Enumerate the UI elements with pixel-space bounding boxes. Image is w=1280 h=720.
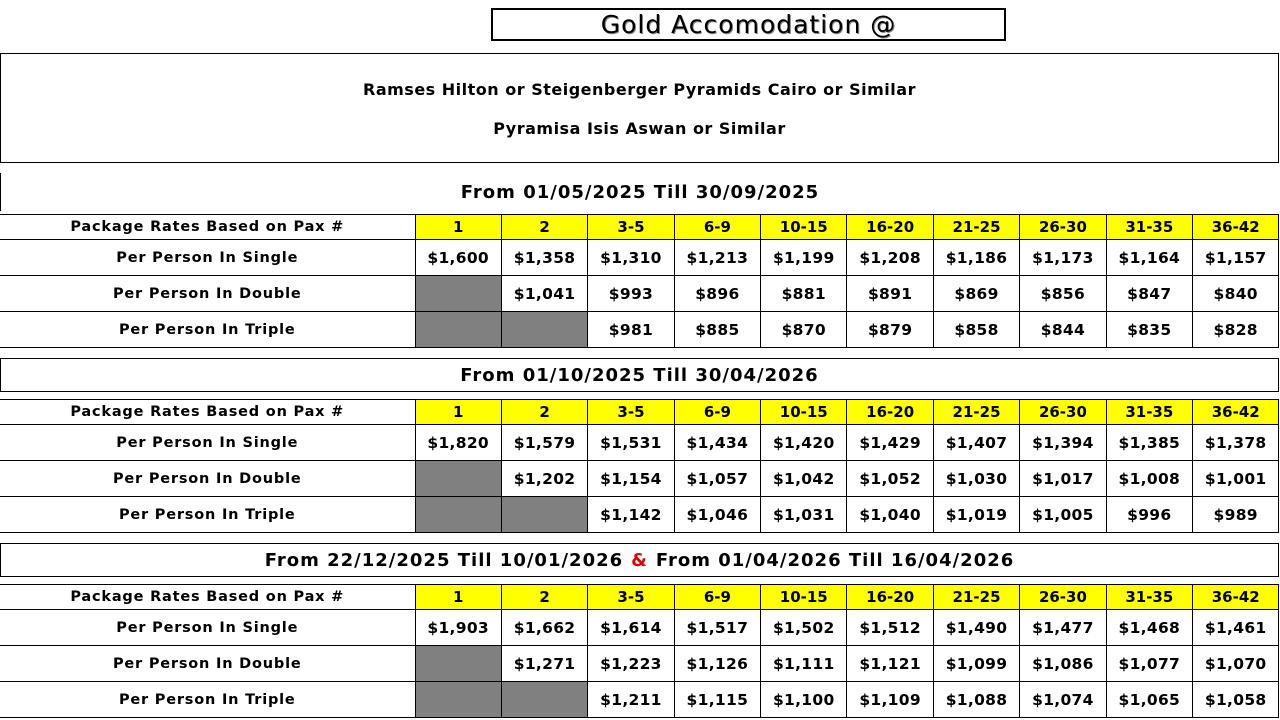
pax-column-header: 21-25 [933, 400, 1019, 425]
rate-table [0, 214, 1279, 348]
unavailable-cell [415, 682, 501, 718]
price-cell: $1,461 [1193, 610, 1279, 646]
unavailable-cell [501, 312, 587, 348]
price-cell: $858 [933, 312, 1019, 348]
price-cell: $856 [1020, 276, 1106, 312]
header-label: Package Rates Based on Pax # [0, 215, 415, 240]
price-cell: $1,164 [1106, 240, 1192, 276]
row-label: Per Person In Double [0, 276, 415, 312]
period-range: From 01/05/2025 Till 30/09/2025 [460, 181, 820, 203]
pax-column-header: 2 [501, 585, 587, 610]
pax-column-header: 26-30 [1020, 585, 1106, 610]
header-label: Package Rates Based on Pax # [0, 585, 415, 610]
price-cell: $1,019 [933, 497, 1019, 533]
header-label: Package Rates Based on Pax # [0, 400, 415, 425]
pax-column-header: 10-15 [761, 400, 847, 425]
price-cell: $1,310 [588, 240, 674, 276]
price-cell: $981 [588, 312, 674, 348]
pax-column-header: 36-42 [1193, 400, 1279, 425]
price-cell: $1,531 [588, 425, 674, 461]
rate-row [0, 312, 1279, 348]
price-cell: $1,109 [847, 682, 933, 718]
rate-row [0, 240, 1279, 276]
unavailable-cell [415, 461, 501, 497]
period-heading [0, 173, 1279, 211]
price-cell: $1,213 [674, 240, 760, 276]
price-cell: $1,600 [415, 240, 501, 276]
price-cell: $1,070 [1193, 646, 1279, 682]
price-cell: $996 [1106, 497, 1192, 533]
rate-table [0, 584, 1279, 718]
pax-column-header: 16-20 [847, 215, 933, 240]
price-cell: $1,040 [847, 497, 933, 533]
hotel-info-box [0, 53, 1279, 163]
period-heading [0, 358, 1279, 392]
price-cell: $844 [1020, 312, 1106, 348]
price-cell: $1,046 [674, 497, 760, 533]
pax-column-header: 3-5 [588, 585, 674, 610]
price-cell: $1,429 [847, 425, 933, 461]
price-cell: $1,001 [1193, 461, 1279, 497]
price-cell: $870 [761, 312, 847, 348]
pax-column-header: 6-9 [674, 215, 760, 240]
price-cell: $828 [1193, 312, 1279, 348]
pax-column-header: 16-20 [847, 400, 933, 425]
period-range: From 01/10/2025 Till 30/04/2026 [460, 364, 819, 386]
pax-column-header: 1 [415, 400, 501, 425]
price-cell: $1,614 [588, 610, 674, 646]
rate-row [0, 682, 1279, 718]
header-row [0, 215, 1279, 240]
price-cell: $1,052 [847, 461, 933, 497]
price-cell: $1,086 [1020, 646, 1106, 682]
period-range: From 22/12/2025 Till 10/01/2026 [264, 549, 624, 571]
price-cell: $1,358 [501, 240, 587, 276]
price-cell: $1,512 [847, 610, 933, 646]
price-cell: $993 [588, 276, 674, 312]
price-cell: $1,208 [847, 240, 933, 276]
pax-column-header: 6-9 [674, 400, 760, 425]
price-cell: $1,903 [415, 610, 501, 646]
price-cell: $1,100 [761, 682, 847, 718]
price-cell: $1,057 [674, 461, 760, 497]
rate-row [0, 461, 1279, 497]
page-title: Gold Accomodation @ [491, 8, 1006, 41]
price-cell: $840 [1193, 276, 1279, 312]
price-cell: $1,115 [674, 682, 760, 718]
price-cell: $989 [1193, 497, 1279, 533]
rate-row [0, 276, 1279, 312]
price-cell: $1,211 [588, 682, 674, 718]
price-cell: $1,041 [501, 276, 587, 312]
price-cell: $1,042 [761, 461, 847, 497]
row-label: Per Person In Single [0, 425, 415, 461]
price-cell: $1,502 [761, 610, 847, 646]
price-cell: $891 [847, 276, 933, 312]
pax-column-header: 2 [501, 215, 587, 240]
row-label: Per Person In Triple [0, 312, 415, 348]
pax-column-header: 3-5 [588, 400, 674, 425]
period-heading [0, 543, 1279, 577]
pax-column-header: 21-25 [933, 585, 1019, 610]
price-cell: $1,099 [933, 646, 1019, 682]
price-cell: $1,173 [1020, 240, 1106, 276]
price-cell: $1,517 [674, 610, 760, 646]
header-row [0, 585, 1279, 610]
price-cell: $1,490 [933, 610, 1019, 646]
price-cell: $1,385 [1106, 425, 1192, 461]
hotel-line-cairo: Ramses Hilton or Steigenberger Pyramids Cairo or Similar [363, 80, 916, 99]
row-label: Per Person In Single [0, 240, 415, 276]
rate-row [0, 497, 1279, 533]
price-cell: $1,074 [1020, 682, 1106, 718]
price-cell: $1,030 [933, 461, 1019, 497]
unavailable-cell [415, 646, 501, 682]
row-label: Per Person In Double [0, 461, 415, 497]
row-label: Per Person In Triple [0, 682, 415, 718]
price-cell: $1,477 [1020, 610, 1106, 646]
price-cell: $1,077 [1106, 646, 1192, 682]
price-cell: $1,579 [501, 425, 587, 461]
price-cell: $847 [1106, 276, 1192, 312]
pax-column-header: 36-42 [1193, 585, 1279, 610]
price-cell: $879 [847, 312, 933, 348]
pax-column-header: 36-42 [1193, 215, 1279, 240]
period-ampersand: & [631, 549, 648, 571]
pax-column-header: 6-9 [674, 585, 760, 610]
price-cell: $1,434 [674, 425, 760, 461]
pax-column-header: 21-25 [933, 215, 1019, 240]
price-cell: $1,017 [1020, 461, 1106, 497]
price-cell: $1,154 [588, 461, 674, 497]
row-label: Per Person In Single [0, 610, 415, 646]
price-cell: $1,186 [933, 240, 1019, 276]
pax-column-header: 10-15 [761, 215, 847, 240]
hotel-line-aswan: Pyramisa Isis Aswan or Similar [493, 119, 786, 138]
price-cell: $1,157 [1193, 240, 1279, 276]
price-cell: $1,005 [1020, 497, 1106, 533]
period-range: From 01/04/2026 Till 16/04/2026 [655, 549, 1015, 571]
rate-row [0, 610, 1279, 646]
rate-table [0, 399, 1279, 533]
pax-column-header: 26-30 [1020, 400, 1106, 425]
price-cell: $1,820 [415, 425, 501, 461]
pax-column-header: 31-35 [1106, 585, 1192, 610]
unavailable-cell [415, 497, 501, 533]
price-cell: $1,058 [1193, 682, 1279, 718]
price-cell: $1,088 [933, 682, 1019, 718]
price-cell: $1,394 [1020, 425, 1106, 461]
unavailable-cell [501, 682, 587, 718]
row-label: Per Person In Triple [0, 497, 415, 533]
pax-column-header: 26-30 [1020, 215, 1106, 240]
price-cell: $1,199 [761, 240, 847, 276]
price-cell: $1,407 [933, 425, 1019, 461]
price-cell: $1,420 [761, 425, 847, 461]
price-cell: $1,223 [588, 646, 674, 682]
price-cell: $881 [761, 276, 847, 312]
price-cell: $1,378 [1193, 425, 1279, 461]
price-cell: $1,662 [501, 610, 587, 646]
pax-column-header: 1 [415, 585, 501, 610]
price-cell: $1,031 [761, 497, 847, 533]
unavailable-cell [415, 276, 501, 312]
rate-row [0, 425, 1279, 461]
price-cell: $1,121 [847, 646, 933, 682]
pax-column-header: 10-15 [761, 585, 847, 610]
price-cell: $896 [674, 276, 760, 312]
header-row [0, 400, 1279, 425]
price-cell: $1,142 [588, 497, 674, 533]
price-cell: $869 [933, 276, 1019, 312]
pax-column-header: 2 [501, 400, 587, 425]
unavailable-cell [415, 312, 501, 348]
pax-column-header: 1 [415, 215, 501, 240]
price-cell: $1,271 [501, 646, 587, 682]
price-cell: $1,111 [761, 646, 847, 682]
price-cell: $1,126 [674, 646, 760, 682]
price-cell: $885 [674, 312, 760, 348]
pax-column-header: 31-35 [1106, 400, 1192, 425]
price-cell: $1,202 [501, 461, 587, 497]
price-cell: $835 [1106, 312, 1192, 348]
pax-column-header: 31-35 [1106, 215, 1192, 240]
pax-column-header: 16-20 [847, 585, 933, 610]
unavailable-cell [501, 497, 587, 533]
price-cell: $1,008 [1106, 461, 1192, 497]
rate-row [0, 646, 1279, 682]
price-cell: $1,065 [1106, 682, 1192, 718]
row-label: Per Person In Double [0, 646, 415, 682]
price-cell: $1,468 [1106, 610, 1192, 646]
pax-column-header: 3-5 [588, 215, 674, 240]
